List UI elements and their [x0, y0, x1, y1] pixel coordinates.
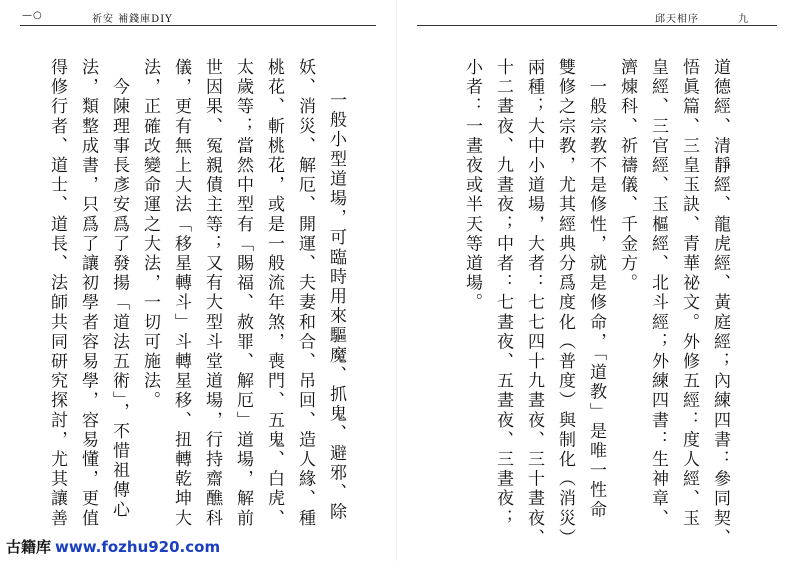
text-column: 太歲等；當然中型有「賜福、赦罪、解厄」道場，解前: [233, 58, 253, 529]
text-column: 儀，更有無上大法「移星轉斗」斗轉星移、扭轉乾坤大: [171, 58, 191, 529]
page-number: 九: [738, 14, 749, 25]
running-title: 祈安 補錢庫DIY: [92, 14, 173, 25]
text-column: 兩種；大中小道場，大者：七七四十九晝夜、三十晝夜、: [524, 58, 544, 548]
text-column: 道德經、清靜經、龍虎經、黃庭經；內練四書：參同契、: [710, 58, 730, 548]
text-column: 雙修之宗教，尤其經典分爲度化（普度）與制化（消災）: [555, 58, 575, 548]
text-column: 今陳理事長彥安爲了發揚「道法五術」，不惜祖傳心: [109, 58, 129, 520]
text-column: 桃花、斬桃花，或是一般流年煞，喪門、五鬼、白虎、: [264, 58, 284, 529]
page-number: —○: [22, 10, 43, 21]
text-column: 一般宗教不是修性，就是修命，「道教」是唯一性命: [586, 58, 606, 520]
text-column: 一般小型道場，可臨時用來驅魔、抓鬼、避邪、除: [326, 91, 346, 523]
watermark-brand: 古籍库: [6, 538, 52, 556]
header-rule: [20, 25, 376, 26]
text-column: 十二晝夜、九晝夜；中者：七晝夜、五晝夜、三晝夜；: [493, 58, 513, 529]
text-column: 濟煉科、祈禱儀、千金方。: [617, 58, 637, 294]
watermark-footer: [0, 532, 300, 561]
text-column: 小者：一晝夜或半天等道場。: [462, 58, 482, 313]
text-column: 得修行者、道士、道長、法師共同研究探討，尤其讓善: [47, 58, 67, 529]
text-column: 法，正確改變命運之大法，一切可施法。: [140, 58, 160, 411]
text-column: 世因果、冤親債主等；又有大型斗堂道場，行持齋醮科: [202, 58, 222, 529]
text-column: 皇經、三官經、玉樞經、北斗經；外練四書：生神章、: [648, 58, 668, 529]
running-title: 邱天相序: [655, 14, 699, 25]
header-rule: [417, 25, 777, 26]
text-column: 法，類整成書，只爲了讓初學者容易學，容易懂，更值: [78, 58, 98, 529]
left-page: [0, 0, 396, 561]
text-column: 妖、消災、解厄、開運、夫妻和合、吊回、造人緣、種: [295, 58, 315, 529]
right-page: [397, 0, 793, 561]
text-column: 悟眞篇、三皇玉訣、青華祕文。外修五經：度人經、玉: [679, 58, 699, 529]
watermark-url[interactable]: www.fozhu920.com: [55, 537, 221, 556]
